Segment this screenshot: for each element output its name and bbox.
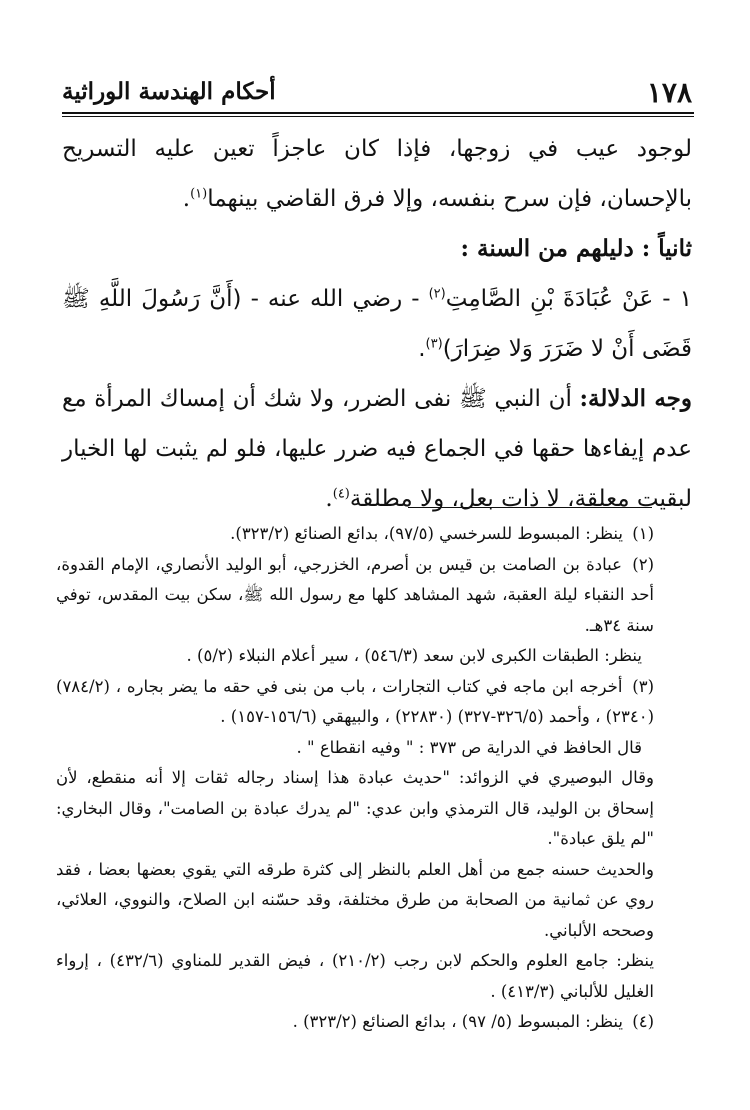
footnote-number: (٣) [632,676,654,696]
header-rule-thin [62,116,694,117]
paragraph-1-end: . [182,186,191,212]
hadith-paragraph [62,274,692,374]
hadith-text: (أَنَّ رَسُولَ اللَّهِ ﷺ قَضَى أَنْ لا ضَرَرَ وَلا ضِرَارَ) [62,286,692,362]
footnote-1 [56,519,654,550]
running-title: أحكام الهندسة الوراثية [62,78,276,105]
footnote-number: (٤) [632,1012,654,1031]
main-text [62,124,692,524]
footnotes [56,519,654,1038]
footnote-3-sources: ينظر: جامع العلوم والحكم لابن رجب (٢١٠/٢) ، فيض القدير للمناوي (٤٣٢/٦) ، إرواء الغليل للألباني (٤١٣/٣) . [56,951,654,1001]
footnote-ref-1: (١) [190,186,208,202]
footnote-3-hafiz: قال الحافظ في الدراية ص ٣٧٣ : " وفيه انقطاع " . [296,737,642,757]
footnote-text: ينظر: المبسوط (٥/ ٩٧) ، بدائع الصنائع (٣٢٣/٢) . [292,1012,623,1031]
footnote-separator [408,507,652,508]
footnote-ref-2: (٢) [428,286,446,302]
hadith-end: . [418,336,426,362]
hadith-intro: ١ - عَنْ عُبَادَةَ بْنِ الصَّامِتِ [445,286,693,312]
wajh-paragraph [62,374,692,524]
wajh-text: أن النبي ﷺ نفى الضرر، ولا شك أن إمساك المرأة مع عدم إيفاءها حقها في الجماع فيه ضرر عليها، فلو لم يثبت لها الخيار لبقيت معلقة، لا ذات بعل، ولا مطلقة [62,386,692,512]
footnote-3-busiri: وقال البوصيري في الزوائد: "حديث عبادة هذا إسناد رجاله ثقات إلا أنه منقطع، لأن إسحاق بن الوليد، قال الترمذي وابن عدي: "لم يدرك عبادة بن الصامت"، وقال البخاري: "لم يلق عبادة". [56,768,654,848]
footnote-text: عبادة بن الصامت بن قيس بن أصرم، الخزرجي، أبو الوليد الأنصاري، الإمام القدوة، أحد النقباء ليلة العقبة، شهد المشاهد كلها مع رسول الله ﷺ، سكن بيت المقدس، توفي سنة ٣٤هـ. [56,554,654,635]
header-rule [62,112,694,114]
paragraph-1 [62,124,692,224]
wajh-label: وجه الدلالة: [579,385,692,412]
section-heading: ثانياً : دليلهم من السنة : [460,235,692,262]
footnote-text: ينظر: المبسوط للسرخسي (٩٧/٥)، بدائع الصنائع (٣٢٣/٢). [230,524,623,543]
footnote-2-sources: ينظر: الطبقات الكبرى لابن سعد (٥٤٦/٣) ، سير أعلام النبلاء (٥/٢) . [186,646,642,665]
wajh-end: . [325,486,333,512]
paragraph-1-text: لوجود عيب في زوجها، فإذا كان عاجزاً تعين عليه التسريح بالإحسان، فإن سرح بنفسه، وإلا فرق القاضي بينهما [62,136,692,212]
footnote-ref-3: (٣) [425,336,443,352]
footnote-3 [56,672,654,733]
footnote-3-grading: والحديث حسنه جمع من أهل العلم بالنظر إلى كثرة طرقه التي يقوي بعضها بعضا ، فقد روي عن ثمانية من الصحابة من طرق مختلفة، وقد حسّنه ابن الصلاح، والنووي، العلائي، وصححه الألباني. [56,859,654,940]
footnote-text: أخرجه ابن ماجه في كتاب التجارات ، باب من بنى في حقه ما يضر بجاره ، (٧٨٤/٢) (٢٣٤٠) ، وأحمد (٣٢٦/٥-٣٢٧) (٢٢٨٣٠) ، والبيهقي (١٥٦/٦-١٥٧) . [56,676,654,726]
footnote-ref-4: (٤) [332,486,350,502]
hadith-honorific: - رضي الله عنه - [250,286,420,312]
footnote-2 [56,550,654,642]
page-header [62,68,694,112]
footnote-4 [56,1007,654,1038]
footnote-number: (٢) [632,554,655,574]
footnote-number: (١) [632,524,654,543]
page-number: ١٧٨ [646,76,692,109]
